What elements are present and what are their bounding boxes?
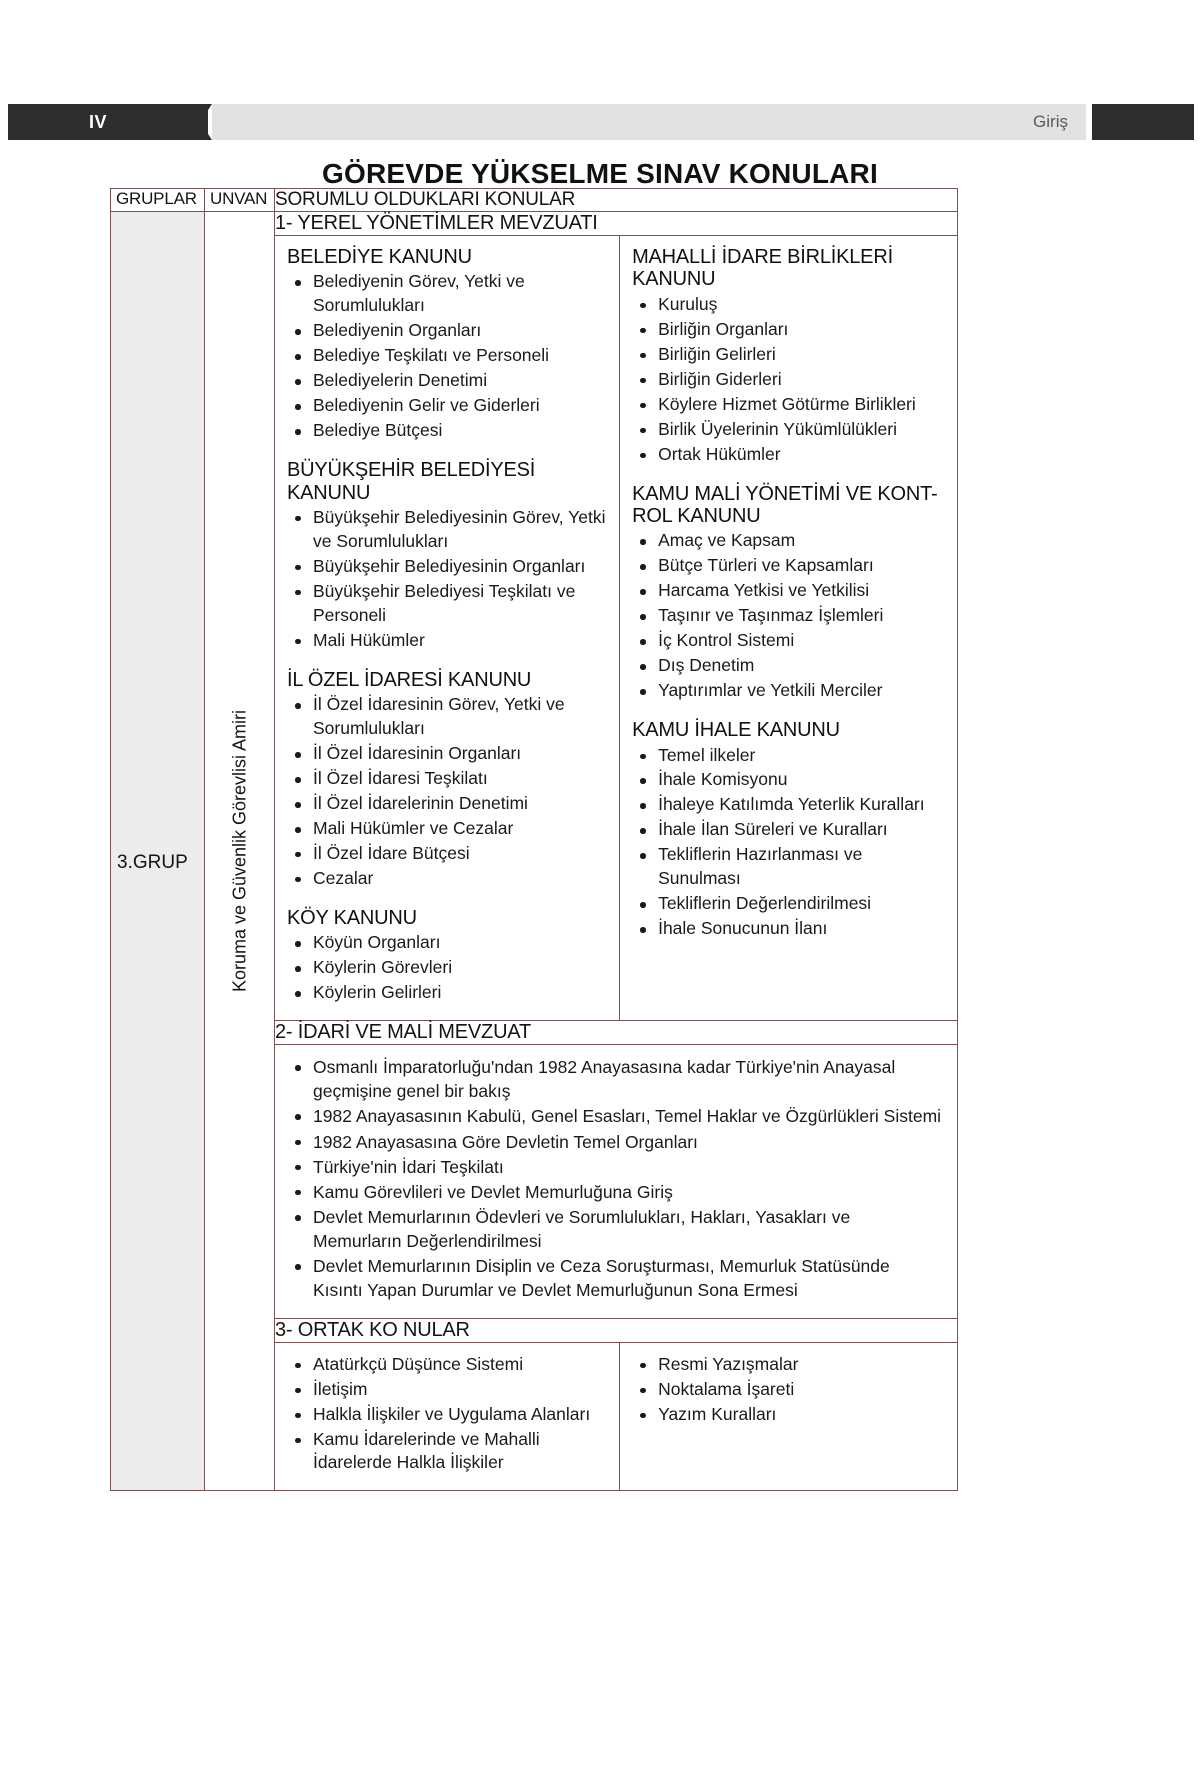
list-item: İhaleye Katılımda Yeterlik Kuralları <box>656 793 947 817</box>
topic-list-ortak-konular-left <box>287 1353 609 1476</box>
list-item: Birlik Üyelerinin Yükümlülükleri <box>656 418 947 442</box>
list-item: İl Özel İdaresinin Görev, Yetki ve Sorumlulukları <box>311 693 609 741</box>
section-3-body <box>275 1342 958 1491</box>
list-item: 1982 Anayasasına Göre Devletin Temel Organları <box>311 1130 943 1154</box>
list-item: Köylerin Gelirleri <box>311 981 609 1005</box>
topic-list-ortak-konular-right <box>632 1353 947 1427</box>
topic-list-idari-ve-mali-mevzuat <box>287 1055 943 1302</box>
law-heading-belediye-kanunu: BELEDİYE KANUNU <box>287 246 472 268</box>
list-item: Halkla İlişkiler ve Uygulama Alanları <box>311 1403 609 1427</box>
list-item: Belediye Teşkilatı ve Personeli <box>311 344 609 368</box>
list-item: Cezalar <box>311 867 609 891</box>
topic-list-mahalli-idare-birlikleri-kanunu <box>632 293 947 467</box>
group-label: 3.GRUP <box>117 852 188 873</box>
topic-list-buyuksehir-belediyesi-kanunu <box>287 506 609 653</box>
section-heading-1: 1- YEREL YÖNETİMLER MEVZUATI <box>275 212 958 236</box>
exam-subjects-table-wrapper <box>110 188 958 1491</box>
section-1-columns <box>275 236 957 1020</box>
list-item: Bütçe Türleri ve Kapsamları <box>656 554 947 578</box>
list-item: Kamu İdarelerinde ve Mahalli İdarelerde Halkla İlişkiler <box>311 1428 609 1476</box>
topic-list-belediye-kanunu <box>287 270 609 443</box>
column-header-gruplar: GRUPLAR <box>111 189 205 212</box>
page-folio-number: IV <box>88 112 107 132</box>
list-item: Ortak Hükümler <box>656 443 947 467</box>
list-item: Mali Hükümler ve Cezalar <box>311 817 609 841</box>
section-3-columns <box>275 1343 957 1491</box>
list-item: Temel ilkeler <box>656 744 947 768</box>
list-item: İl Özel İdarelerinin Denetimi <box>311 792 609 816</box>
section-2-content <box>275 1045 957 1317</box>
law-heading-buyuksehir-belediyesi-kanunu: BÜYÜKŞEHİR BELEDİYESİ KANUNU <box>287 459 536 504</box>
list-item: Büyükşehir Belediyesi Teşkilatı ve Personeli <box>311 580 609 628</box>
list-item: Harcama Yetkisi ve Yetkilisi <box>656 579 947 603</box>
group-cell <box>111 212 205 1491</box>
section-1-right-column <box>620 236 957 1020</box>
list-item: İhale İlan Süreleri ve Kuralları <box>656 818 947 842</box>
topic-list-kamu-mali-yonetimi-ve-kontrol-kanunu <box>632 529 947 703</box>
list-item: Yazım Kuralları <box>656 1403 947 1427</box>
list-item: Kamu Görevlileri ve Devlet Memurluğuna Giriş <box>311 1180 943 1204</box>
section-1-body <box>275 236 958 1021</box>
list-item: Belediyenin Görev, Yetki ve Sorumlulukları <box>311 270 609 318</box>
list-item: Büyükşehir Belediyesinin Organları <box>311 555 609 579</box>
section-3-left-column <box>275 1343 620 1491</box>
section-2-body <box>275 1045 958 1318</box>
topic-list-il-ozel-idaresi-kanunu <box>287 693 609 891</box>
section-heading-3: 3- ORTAK KO NULAR <box>275 1318 958 1342</box>
law-heading-kamu-mali-yonetimi-ve-kontrol-kanunu: KAMU MALİ YÖNETİMİ VE KONT-ROL KANUNU <box>632 482 938 527</box>
list-item: Türkiye'nin İdari Teşkilatı <box>311 1155 943 1179</box>
list-item: Kuruluş <box>656 293 947 317</box>
law-heading-mahalli-idare-birlikleri-kanunu: MAHALLİ İDARE BİRLİKLERİ KANUNU <box>632 246 893 291</box>
list-item: Devlet Memurlarının Ödevleri ve Sorumlulukları, Hakları, Yasakları ve Memurların Değerlendirilmesi <box>311 1205 943 1253</box>
list-item: Atatürkçü Düşünce Sistemi <box>311 1353 609 1377</box>
folio-notch-decoration <box>186 104 212 140</box>
title-label-vertical: Koruma ve Güvenlik Görevlisi Amiri <box>229 710 249 993</box>
list-item: Köyün Organları <box>311 931 609 955</box>
list-item: Devlet Memurlarının Disiplin ve Ceza Soruşturması, Memurluk Statüsünde Kısıntı Yapan Durumlar ve Devlet Memurluğunun Sona Ermesi <box>311 1254 943 1302</box>
law-heading-il-ozel-idaresi-kanunu: İL ÖZEL İDARESİ KANUNU <box>287 668 532 691</box>
list-item: Birliğin Gelirleri <box>656 343 947 367</box>
list-item: Belediyelerin Denetimi <box>311 369 609 393</box>
topic-list-koy-kanunu <box>287 931 609 1005</box>
exam-subjects-table <box>110 188 958 1491</box>
list-item: Taşınır ve Taşınmaz İşlemleri <box>656 604 947 628</box>
column-header-konular: SORUMLU OLDUKLARI KONULAR <box>275 189 958 212</box>
list-item: Mali Hükümler <box>311 629 609 653</box>
section-1-left-column <box>275 236 620 1020</box>
list-item: Resmi Yazışmalar <box>656 1353 947 1377</box>
list-item: Birliğin Organları <box>656 318 947 342</box>
header-right-block-decoration <box>1092 104 1194 140</box>
page-title: GÖREVDE YÜKSELME SINAV KONULARI <box>322 158 878 189</box>
list-item: İhale Sonucunun İlanı <box>656 917 947 941</box>
list-item: Köylere Hizmet Götürme Birlikleri <box>656 393 947 417</box>
list-item: Amaç ve Kapsam <box>656 529 947 553</box>
section-3-right-column <box>620 1343 957 1491</box>
running-head-label: Giriş <box>1033 112 1068 131</box>
list-item: İletişim <box>311 1378 609 1402</box>
list-item: Birliğin Giderleri <box>656 368 947 392</box>
title-cell <box>205 212 275 1491</box>
column-header-unvan: UNVAN <box>205 189 275 212</box>
list-item: İl Özel İdaresinin Organları <box>311 742 609 766</box>
list-item: Noktalama İşareti <box>656 1378 947 1402</box>
law-heading-kamu-ihale-kanunu: KAMU İHALE KANUNU <box>632 719 840 742</box>
list-item: Belediyenin Organları <box>311 319 609 343</box>
table-row <box>111 212 958 236</box>
law-heading-koy-kanunu: KÖY KANUNU <box>287 906 417 929</box>
table-header-row <box>111 189 958 212</box>
list-item: İl Özel İdare Bütçesi <box>311 842 609 866</box>
list-item: İl Özel İdaresi Teşkilatı <box>311 767 609 791</box>
list-item: İhale Komisyonu <box>656 768 947 792</box>
list-item: Dış Denetim <box>656 654 947 678</box>
list-item: Köylerin Görevleri <box>311 956 609 980</box>
list-item: Tekliflerin Hazırlanması ve Sunulması <box>656 843 947 891</box>
topic-list-kamu-ihale-kanunu <box>632 744 947 942</box>
page-running-header <box>0 104 1200 140</box>
list-item: Belediyenin Gelir ve Giderleri <box>311 394 609 418</box>
list-item: Belediye Bütçesi <box>311 419 609 443</box>
list-item: Osmanlı İmparatorluğu'ndan 1982 Anayasasına kadar Türkiye'nin Anayasal geçmişine genel bir bakış <box>311 1055 943 1103</box>
list-item: Yaptırımlar ve Yetkili Merciler <box>656 679 947 703</box>
list-item: Tekliflerin Değerlendirilmesi <box>656 892 947 916</box>
list-item: Büyükşehir Belediyesinin Görev, Yetki ve Sorumlulukları <box>311 506 609 554</box>
list-item: İç Kontrol Sistemi <box>656 629 947 653</box>
list-item: 1982 Anayasasının Kabulü, Genel Esasları, Temel Haklar ve Özgürlükleri Sistemi <box>311 1104 943 1128</box>
running-head-bar <box>212 104 1086 140</box>
section-heading-2: 2- İDARİ VE MALİ MEVZUAT <box>275 1021 958 1045</box>
